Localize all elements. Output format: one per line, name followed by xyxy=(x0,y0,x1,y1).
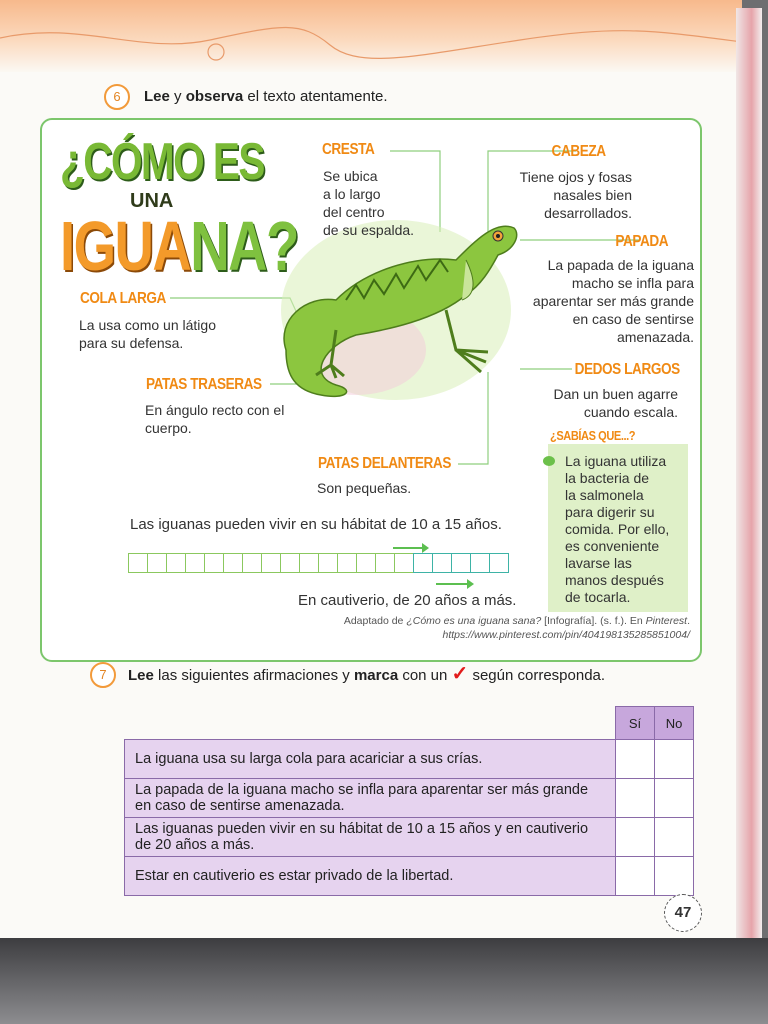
question-6-instruction: Lee y observa el texto atentamente. xyxy=(144,88,388,105)
label-cabeza: CABEZA xyxy=(551,143,606,160)
header-si: Sí xyxy=(616,707,655,740)
label-cola-larga: COLA LARGA xyxy=(80,290,166,307)
year-cell xyxy=(147,553,167,573)
answer-box-si[interactable] xyxy=(616,740,655,779)
source-citation: Adaptado de ¿Cómo es una iguana sana? [Infografía]. (s. f.). En Pinterest. https://www.pinterest.com/pin/404198135285851004/ xyxy=(343,615,690,641)
text-patas-traseras: En ángulo recto con el cuerpo. xyxy=(145,402,285,436)
page-number: 47 xyxy=(664,894,702,932)
question-number-6: 6 xyxy=(104,84,130,110)
year-cell xyxy=(489,553,509,573)
table-row xyxy=(125,818,694,857)
question-7-instruction: Lee las siguientes afirmaciones y marca con un ✓ según corresponda. xyxy=(128,663,606,685)
answer-box-no[interactable] xyxy=(655,740,694,779)
label-papada: PAPADA xyxy=(615,233,668,250)
infographic-title-line2: UNA xyxy=(130,190,174,212)
year-cell xyxy=(470,553,490,573)
table-row xyxy=(125,779,694,818)
label-patas-delanteras: PATAS DELANTERAS xyxy=(318,455,451,472)
year-cell xyxy=(166,553,186,573)
arrow-right-icon xyxy=(436,583,468,585)
checkmark-icon: ✓ xyxy=(451,663,469,685)
infographic-title-line3: IGUANA? xyxy=(60,207,298,285)
year-cell xyxy=(432,553,452,573)
label-dedos-largos: DEDOS LARGOS xyxy=(574,361,680,378)
label-patas-traseras: PATAS TRASERAS xyxy=(146,376,262,393)
year-cell xyxy=(413,553,433,573)
answer-box-si[interactable] xyxy=(616,818,655,857)
year-cell xyxy=(261,553,281,573)
answer-box-no[interactable] xyxy=(655,779,694,818)
year-cell xyxy=(451,553,471,573)
answer-box-no[interactable] xyxy=(655,857,694,896)
leaf-bullet-icon xyxy=(543,456,555,466)
page-edge-stack xyxy=(736,8,762,943)
year-cell xyxy=(204,553,224,573)
source-url: https://www.pinterest.com/pin/404198135285851004/ xyxy=(442,629,690,641)
true-false-table xyxy=(124,706,694,896)
text-papada: La papada de la iguana macho se infla para aparentar ser más grande en caso de sentirse amenazada. xyxy=(532,257,694,345)
year-cell xyxy=(128,553,148,573)
year-cell xyxy=(394,553,414,573)
text-patas-delanteras: Son pequeñas. xyxy=(317,480,412,496)
answer-box-no[interactable] xyxy=(655,818,694,857)
year-cell xyxy=(242,553,262,573)
year-cell xyxy=(356,553,376,573)
table-row xyxy=(125,857,694,896)
text-cabeza: Tiene ojos y fosas nasales bien desarrollados. xyxy=(519,169,632,221)
arrow-right-icon xyxy=(393,547,423,549)
statement-text: La iguana usa su larga cola para acariciar a sus crías. xyxy=(125,740,616,779)
year-cell xyxy=(337,553,357,573)
sabias-que-text: La iguana utiliza la bacteria de la salmonela para digerir su comida. Por ello, es conveniente lavarse las manos después de tocarla. xyxy=(565,453,670,605)
infographic-title-line1: ¿CÓMO ES xyxy=(60,133,264,191)
statement-text: Las iguanas pueden vivir en su hábitat de 10 a 15 años y en cautiverio de 20 años a más. xyxy=(125,818,616,857)
year-cell xyxy=(318,553,338,573)
statement-text: La papada de la iguana macho se infla para aparentar ser más grande en caso de sentirse amenazada. xyxy=(125,779,616,818)
answer-box-si[interactable] xyxy=(616,779,655,818)
text-cola-larga: La usa como un látigo para su defensa. xyxy=(79,317,216,351)
year-cell xyxy=(223,553,243,573)
year-cell xyxy=(299,553,319,573)
year-cell xyxy=(280,553,300,573)
statement-text: Estar en cautiverio es estar privado de la libertad. xyxy=(125,857,616,896)
sabias-que-title: ¿SABÍAS QUE...? xyxy=(550,428,636,443)
question-number-7: 7 xyxy=(90,662,116,688)
text-dedos-largos: Dan un buen agarre cuando escala. xyxy=(553,386,678,420)
lifespan-bar xyxy=(128,553,508,573)
habitat-lifespan-text: Las iguanas pueden vivir en su hábitat de 10 a 15 años. xyxy=(130,516,502,533)
header-no: No xyxy=(655,707,694,740)
answer-box-si[interactable] xyxy=(616,857,655,896)
table-row xyxy=(125,740,694,779)
text-cresta: Se ubica a lo largo del centro de su espalda. xyxy=(323,168,415,238)
year-cell xyxy=(375,553,395,573)
year-cell xyxy=(185,553,205,573)
captivity-lifespan-text: En cautiverio, de 20 años a más. xyxy=(298,592,517,609)
scan-background xyxy=(0,938,768,1024)
label-cresta: CRESTA xyxy=(322,141,375,158)
